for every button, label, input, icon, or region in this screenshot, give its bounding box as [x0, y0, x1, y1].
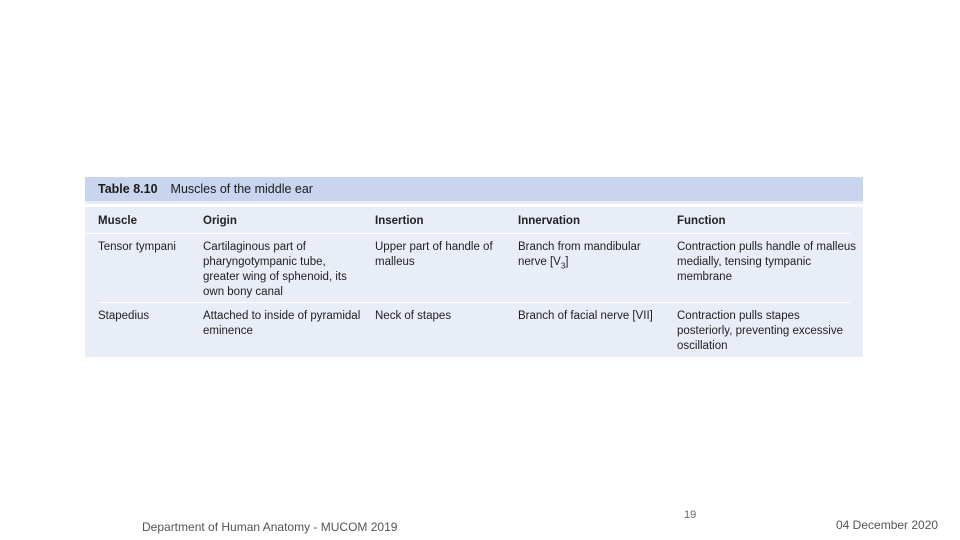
- innervation-subscript: 3: [560, 261, 566, 271]
- column-header-row: [85, 207, 863, 233]
- muscle-cell: Stapedius: [98, 310, 150, 322]
- page-number: 19: [684, 509, 697, 521]
- table-number: Table 8.10: [98, 182, 158, 196]
- function-cell: Contraction pulls handle of malleus medially, tensing tympanic membrane: [677, 241, 856, 283]
- origin-cell: Cartilaginous part of pharyngotympanic tube, greater wing of sphenoid, its own bony canal: [203, 241, 347, 298]
- innervation-cell: [518, 240, 668, 273]
- innervation-text-end: ]: [565, 256, 569, 268]
- column-header: Innervation: [518, 215, 580, 227]
- footer-department: Department of Human Anatomy - MUCOM 2019: [142, 520, 398, 534]
- innervation-cell: Branch of facial nerve [VII]: [518, 310, 653, 322]
- table-row: [85, 303, 863, 359]
- column-header: Insertion: [375, 215, 424, 227]
- innervation-text: Branch from mandibular nerve [V: [518, 241, 641, 268]
- column-header: Function: [677, 215, 726, 227]
- table-caption: [85, 177, 863, 201]
- muscles-table: [85, 177, 863, 357]
- column-header: Muscle: [98, 215, 137, 227]
- table-title: Muscles of the middle ear: [170, 182, 313, 196]
- insertion-cell: Neck of stapes: [375, 310, 452, 322]
- function-cell: Contraction pulls stapes posteriorly, preventing excessive oscillation: [677, 310, 843, 352]
- origin-cell: Attached to inside of pyramidal eminence: [203, 310, 361, 337]
- column-header: Origin: [203, 215, 237, 227]
- footer-date: 04 December 2020: [836, 518, 939, 532]
- table-row: [85, 234, 863, 302]
- muscle-cell: Tensor tympani: [98, 241, 176, 253]
- insertion-cell: Upper part of handle of malleus: [375, 241, 493, 268]
